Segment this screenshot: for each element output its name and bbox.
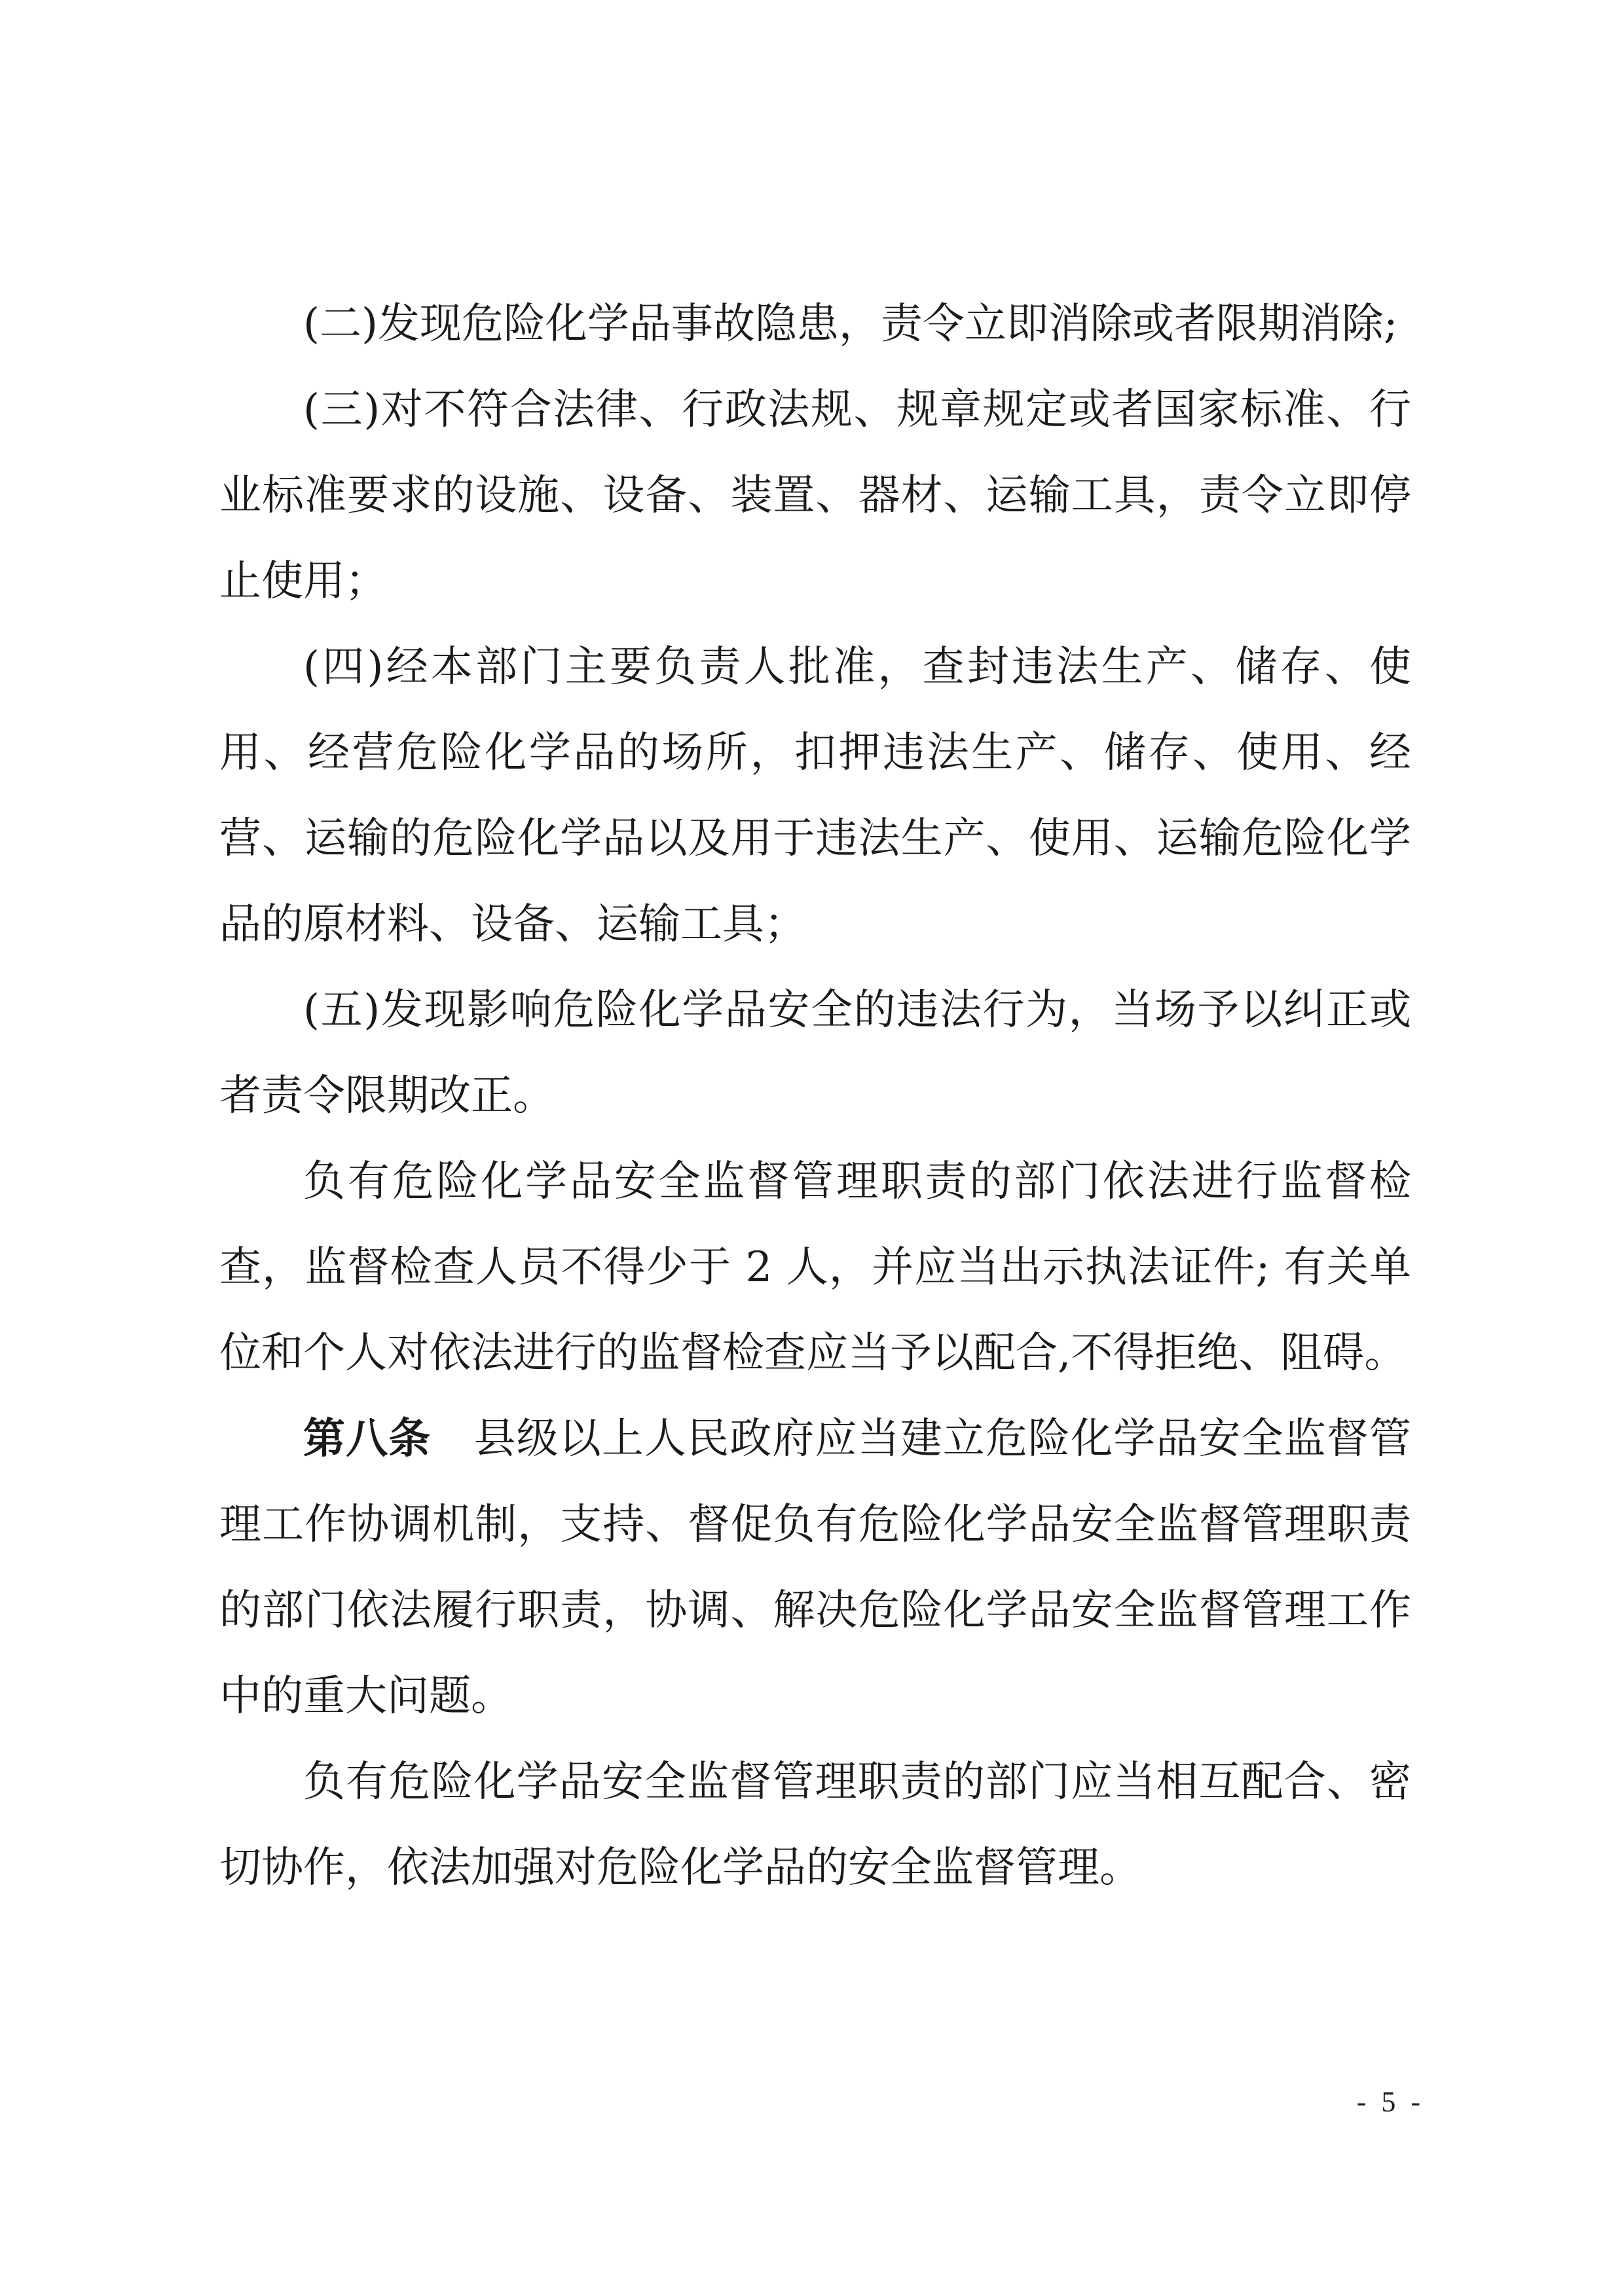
article-8-text: 县级以上人民政府应当建立危险化学品安全监督管理工作协调机制，支持、督促负有危险化学品安全监督管理职责的部门依法履行职责，协调、解决危险化学品安全监督管理工作中的重大问题。	[219, 1415, 1412, 1721]
paragraph-item-4: (四)经本部门主要负责人批准，查封违法生产、储存、使用、经营危险化学品的场所，扣押违法生产、储存、使用、经营、运输的危险化学品以及用于违法生产、使用、运输危险化学品的原材料、设备、运输工具；	[219, 643, 1411, 949]
paragraph-item-3: (三)对不符合法律、行政法规、规章规定或者国家标准、行业标准要求的设施、设备、装置、器材、运输工具，责令立即停止使用；	[219, 386, 1411, 606]
article-8-paragraph	[219, 1396, 1411, 1740]
page-number: - 5 -	[1356, 2086, 1424, 2118]
article-8-label: 第八条	[303, 1415, 432, 1463]
paragraph-item-2: (二)发现危险化学品事故隐患，责令立即消除或者限期消除;	[303, 300, 1398, 348]
paragraph-inspection-rule: 负有危险化学品安全监督管理职责的部门依法进行监督检查，监督检查人员不得少于 2 人，并应当出示执法证件; 有关单位和个人对依法进行的监督检查应当予以配合,不得拒绝、阻碍。	[219, 1157, 1411, 1377]
document-body	[219, 282, 1411, 1911]
paragraph-item-5: (五)发现影响危险化学品安全的违法行为，当场予以纠正或者责令限期改正。	[219, 986, 1411, 1120]
closing-paragraph: 负有危险化学品安全监督管理职责的部门应当相互配合、密切协作，依法加强对危险化学品的安全监督管理。	[219, 1758, 1411, 1892]
